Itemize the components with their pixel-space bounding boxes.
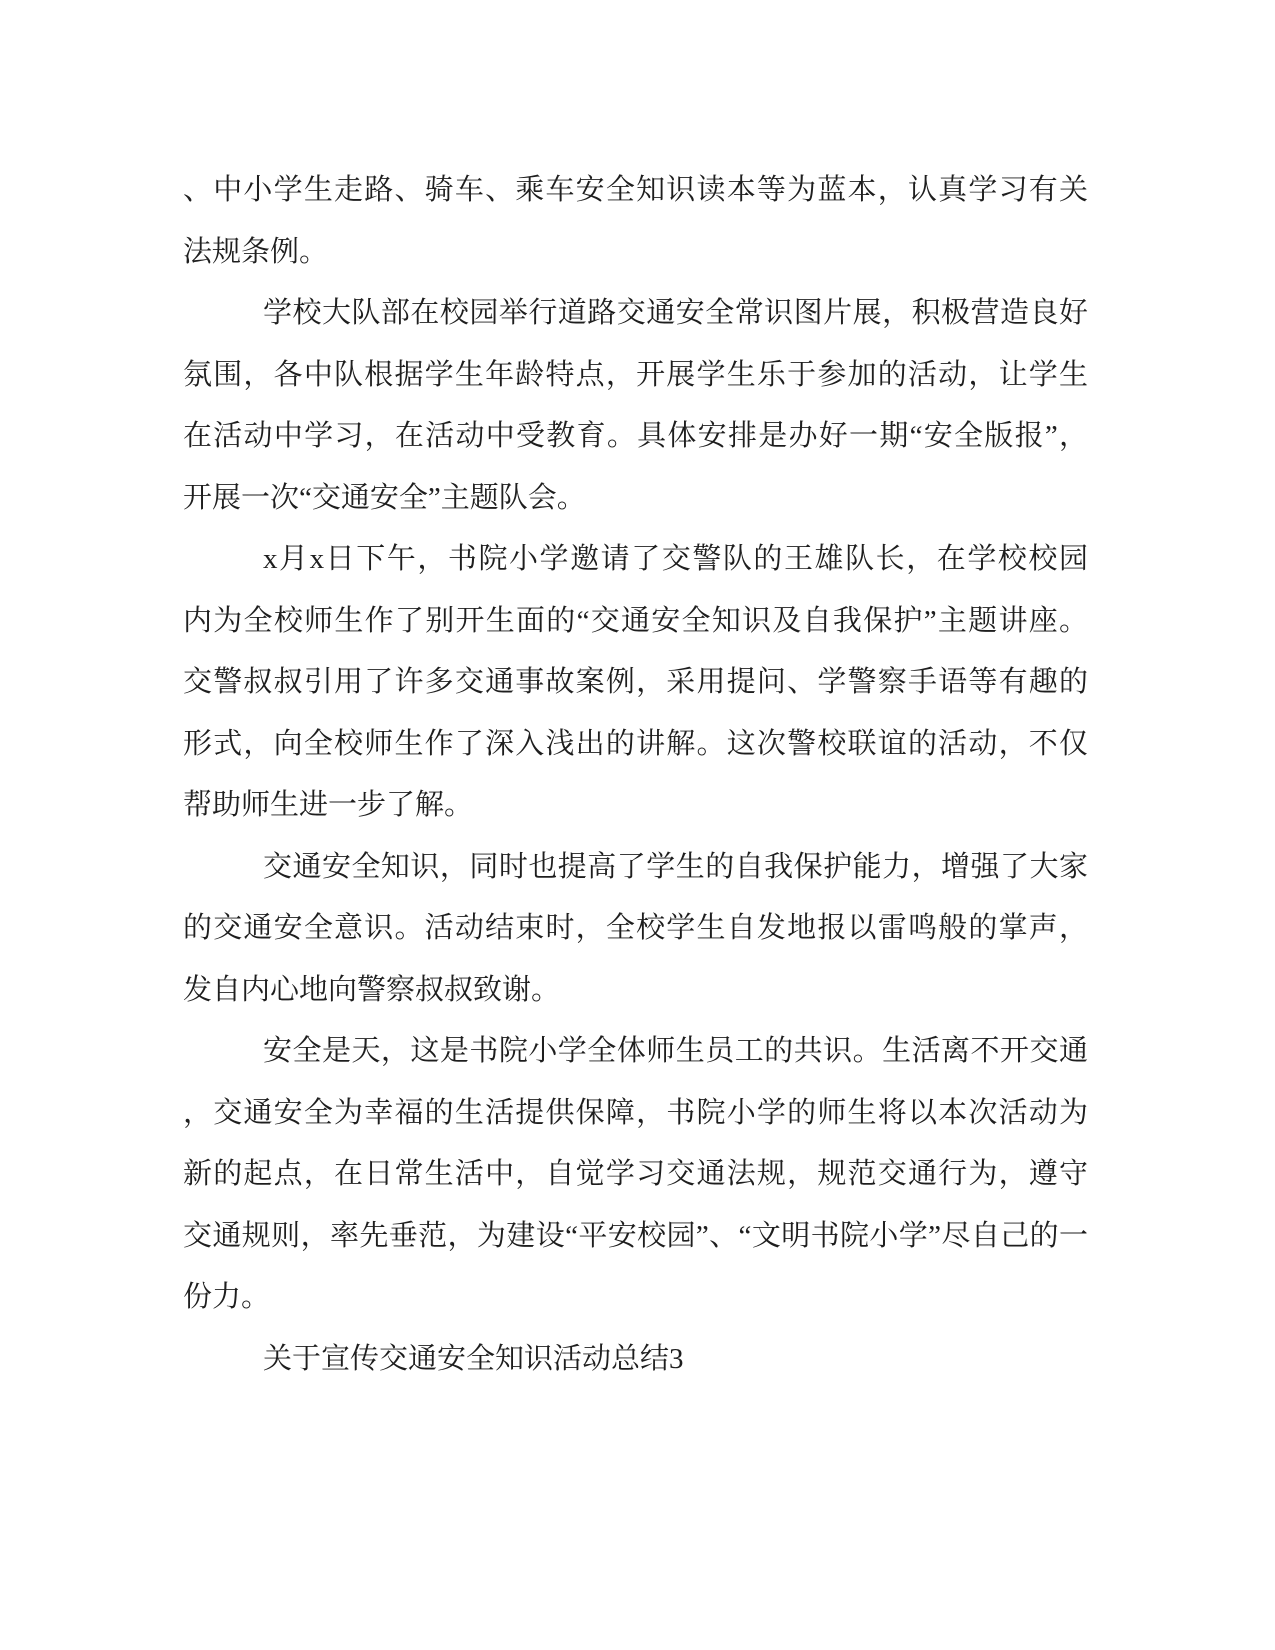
- text-line: 安全是天，这是书院小学全体师生员工的共识。生活离不开交通: [263, 1035, 1088, 1067]
- text-line: x月x日下午，书院小学邀请了交警队的王雄队长，在学校校园: [263, 543, 1088, 575]
- text-line: 形式，向全校师生作了深入浅出的讲解。这次警校联谊的活动，不仅: [183, 727, 1088, 760]
- text-line: 交通规则，率先垂范，为建设“平安校园”、“文明书院小学”尽自己的一: [183, 1219, 1088, 1252]
- text-line: 法规条例。: [183, 235, 329, 268]
- text-line: 开展一次“交通安全”主题队会。: [183, 481, 586, 514]
- text-line: 在活动中学习，在活动中受教育。具体安排是办好一期“安全版报”，: [183, 420, 1088, 452]
- text-line: 帮助师生进一步了解。: [183, 789, 474, 821]
- text-line: 、中小学生走路、骑车、乘车安全知识读本等为蓝本，认真学习有关: [183, 174, 1088, 206]
- text-line: 学校大队部在校园举行道路交通安全常识图片展，积极营造良好: [263, 297, 1088, 329]
- text-line: 份力。: [183, 1281, 271, 1313]
- section-heading: 关于宣传交通安全知识活动总结3: [263, 1342, 684, 1375]
- text-line: 的交通安全意识。活动结束时，全校学生自发地报以雷鸣般的掌声，: [183, 912, 1088, 944]
- text-line: 交通安全知识，同时也提高了学生的自我保护能力，增强了大家: [263, 850, 1088, 883]
- text-line: 交警叔叔引用了许多交通事故案例，采用提问、学警察手语等有趣的: [183, 666, 1088, 698]
- text-line: 发自内心地向警察叔叔致谢。: [183, 973, 561, 1006]
- text-line: 内为全校师生作了别开生面的“交通安全知识及自我保护”主题讲座。: [183, 604, 1088, 637]
- document-body: [183, 160, 1088, 1390]
- text-line: ，交通安全为幸福的生活提供保障，书院小学的师生将以本次活动为: [183, 1096, 1088, 1129]
- text-line: 新的起点，在日常生活中，自觉学习交通法规，规范交通行为，遵守: [183, 1158, 1088, 1190]
- text-line: 氛围，各中队根据学生年龄特点，开展学生乐于参加的活动，让学生: [183, 358, 1088, 391]
